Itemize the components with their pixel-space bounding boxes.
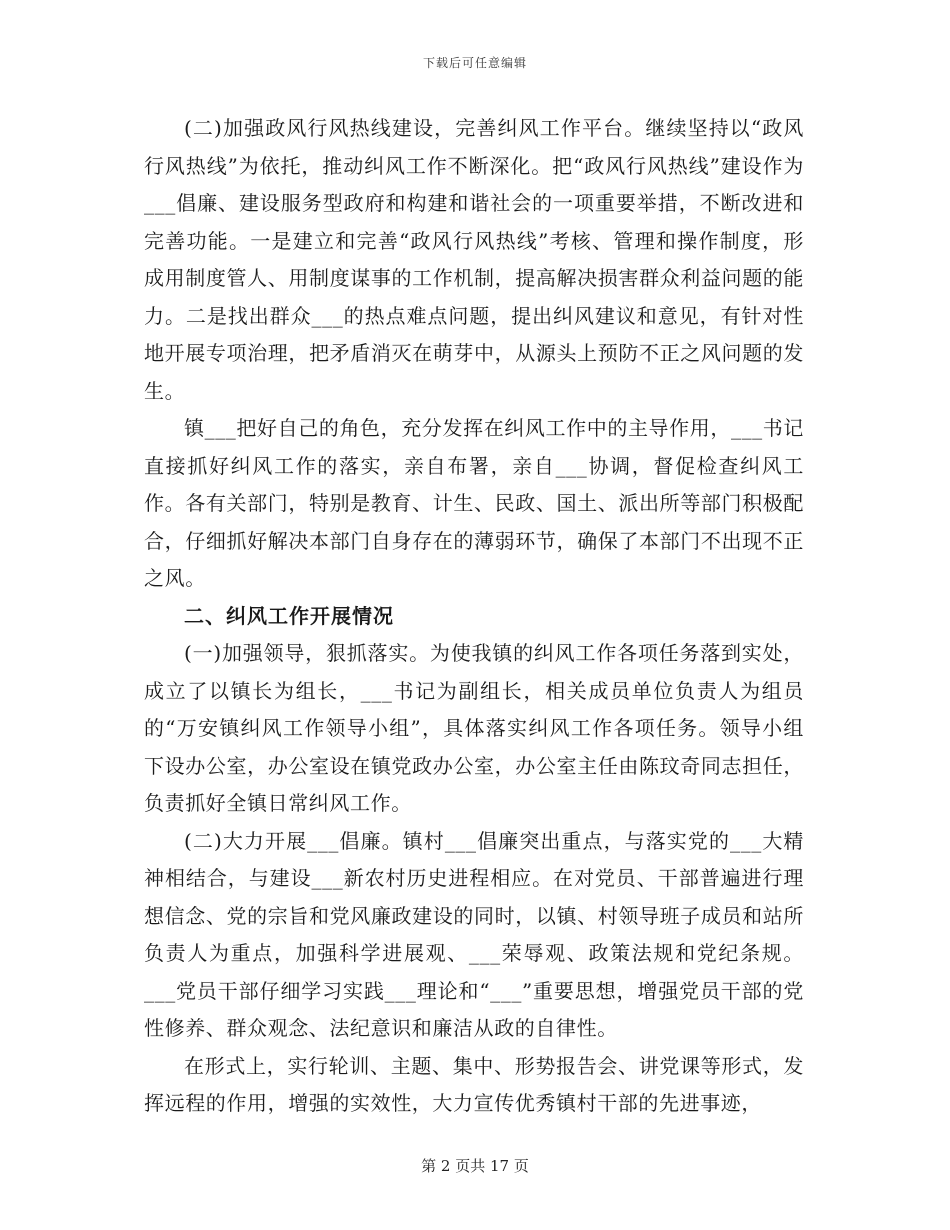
paragraph-forms: 在形式上，实行轮训、主题、集中、形势报告会、讲党课等形式，发挥远程的作用，增强的实效性，大力宣传优秀镇村干部的先进事迹， <box>144 1053 804 1115</box>
page-header-note: 下载后可任意编辑 <box>422 56 527 70</box>
document-body <box>144 110 804 1123</box>
section-heading: 二、纠风工作开展情况 <box>184 603 394 628</box>
paragraph-campaign: (二)大力开展___倡廉。镇村___倡廉突出重点，与落实党的___大精神相结合，与建设___新农村历史进程相应。在对党员、干部普遍进行理想信念、党的宗旨和党风廉政建设的同时，以镇、村领导班子成员和站所负责人为重点，加强科学进展观、___荣辱观、政策法规和党纪条规。___党员干部仔细学习实践___理论和“___”重要思想，增强党员干部的党性修养、群众观念、法纪意识和廉洁从政的自律性。 <box>144 828 804 1040</box>
paragraph-leadership: (一)加强领导，狠抓落实。为使我镇的纠风工作各项任务落到实处，成立了以镇长为组长，___书记为副组长，相关成员单位负责人为组员的“万安镇纠风工作领导小组”，具体落实纠风工作各项任务。领导小组下设办公室，办公室设在镇党政办公室，办公室主任由陈玟奇同志担任，负责抓好全镇日常纠风工作。 <box>144 641 804 815</box>
page-number: 第 2 页共 17 页 <box>421 1157 529 1175</box>
paragraph-town-role: 镇___把好自己的角色，充分发挥在纠风工作中的主导作用，___书记直接抓好纠风工作的落实，亲自布署，亲自___协调，督促检查纠风工作。各有关部门，特别是教育、计生、民政、国土、派出所等部门积极配合，仔细抓好解决本部门自身存在的薄弱环节，确保了本部门不出现不正之风。 <box>144 416 804 590</box>
paragraph-hotline: (二)加强政风行风热线建设，完善纠风工作平台。继续坚持以“政风行风热线”为依托，推动纠风工作不断深化。把“政风行风热线”建设作为___倡廉、建设服务型政府和构建和谐社会的一项重要举措，不断改进和完善功能。一是建立和完善“政风行风热线”考核、管理和操作制度，形成用制度管人、用制度谋事的工作机制，提高解决损害群众利益问题的能力。二是找出群众___的热点难点问题，提出纠风建议和意见，有针对性地开展专项治理，把矛盾消灭在萌芽中，从源头上预防不正之风问题的发生。 <box>144 116 804 403</box>
